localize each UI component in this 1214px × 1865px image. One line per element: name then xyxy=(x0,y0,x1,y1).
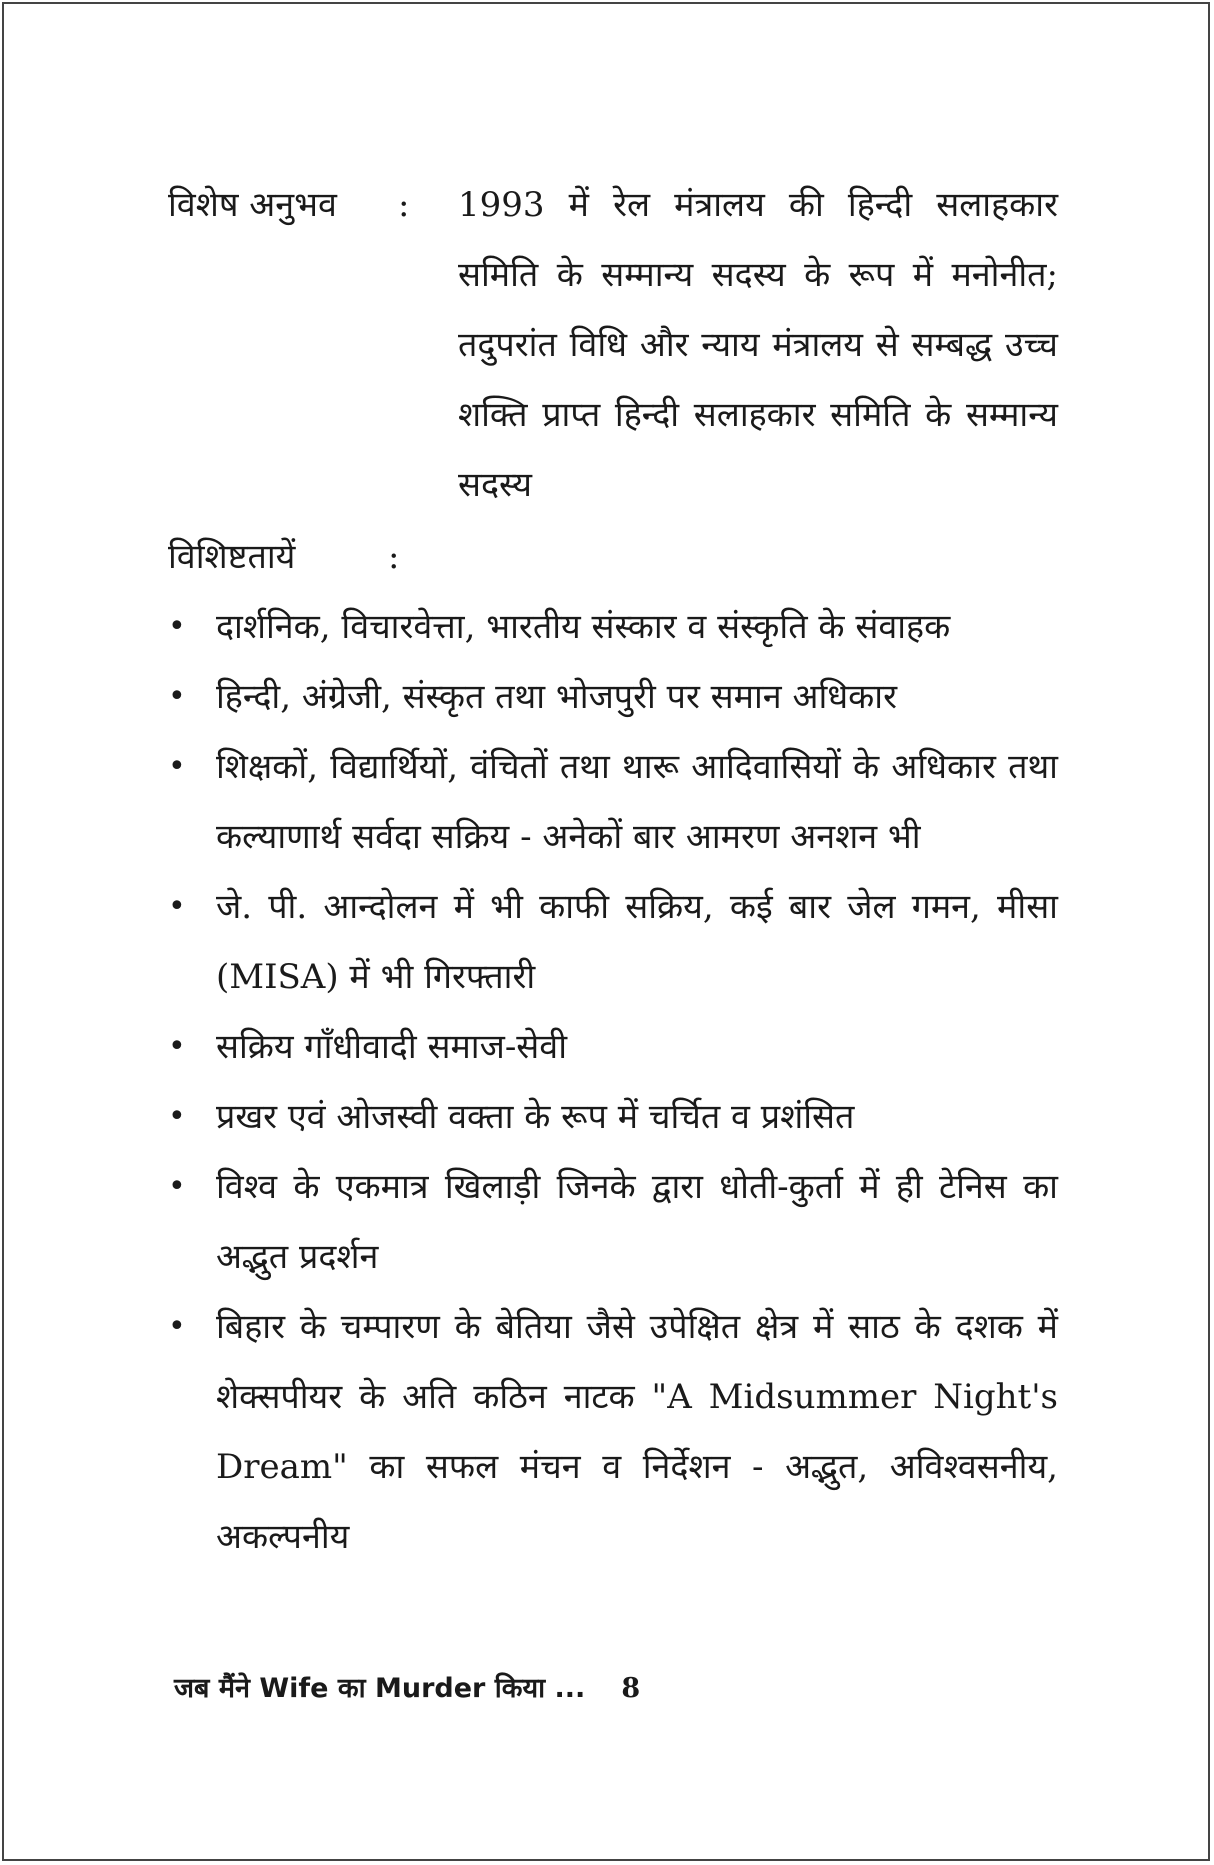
list-item: • बिहार के चम्पारण के बेतिया जैसे उपेक्षित क्षेत्र में साठ के दशक में शेक्सपीयर के अति कठिन नाटक "A Midsummer Night's Dream" का सफल मंचन व निर्देशन - अद्भुत, अविश्वसनीय, अकल्पनीय xyxy=(168,1292,1058,1572)
list-item: • शिक्षकों, विद्यार्थियों, वंचितों तथा थारू आदिवासियों के अधिकार तथा कल्याणार्थ सर्वदा सक्रिय - अनेकों बार आमरण अनशन भी xyxy=(168,732,1058,872)
experience-colon: : xyxy=(398,185,410,225)
specialties-colon: : xyxy=(388,537,400,577)
experience-label: विशेष अनुभव xyxy=(168,185,337,225)
list-item: • प्रखर एवं ओजस्वी वक्ता के रूप में चर्चित व प्रशंसित xyxy=(168,1082,1058,1152)
list-item: • सक्रिय गाँधीवादी समाज-सेवी xyxy=(168,1012,1058,1082)
specialties-list xyxy=(168,592,1058,1572)
experience-text: 1993 में रेल मंत्रालय की हिन्दी सलाहकार समिति के सम्मान्य सदस्य के रूप में मनोनीत; तदुपरांत विधि और न्याय मंत्रालय से सम्बद्ध उच्च शक्ति प्राप्त हिन्दी सलाहकार समिति के सम्मान्य सदस्य xyxy=(458,185,1058,505)
page-content xyxy=(168,170,1058,1572)
page-number: 8 xyxy=(621,1673,641,1704)
specialties-label: विशिष्टतायें xyxy=(168,537,296,577)
list-item: • विश्व के एकमात्र खिलाड़ी जिनके द्वारा धोती-कुर्ता में ही टेनिस का अद्भुत प्रदर्शन xyxy=(168,1152,1058,1292)
experience-row xyxy=(168,170,1058,520)
page-footer xyxy=(174,1668,640,1705)
list-item: • हिन्दी, अंग्रेजी, संस्कृत तथा भोजपुरी पर समान अधिकार xyxy=(168,662,1058,732)
list-item: • जे. पी. आन्दोलन में भी काफी सक्रिय, कई बार जेल गमन, मीसा (MISA) में भी गिरफ्तारी xyxy=(168,872,1058,1012)
list-item: • दार्शनिक, विचारवेत्ता, भारतीय संस्कार व संस्कृति के संवाहक xyxy=(168,592,1058,662)
book-title: जब मैंने Wife का Murder किया ... xyxy=(174,1673,586,1704)
specialties-heading xyxy=(168,522,1058,592)
